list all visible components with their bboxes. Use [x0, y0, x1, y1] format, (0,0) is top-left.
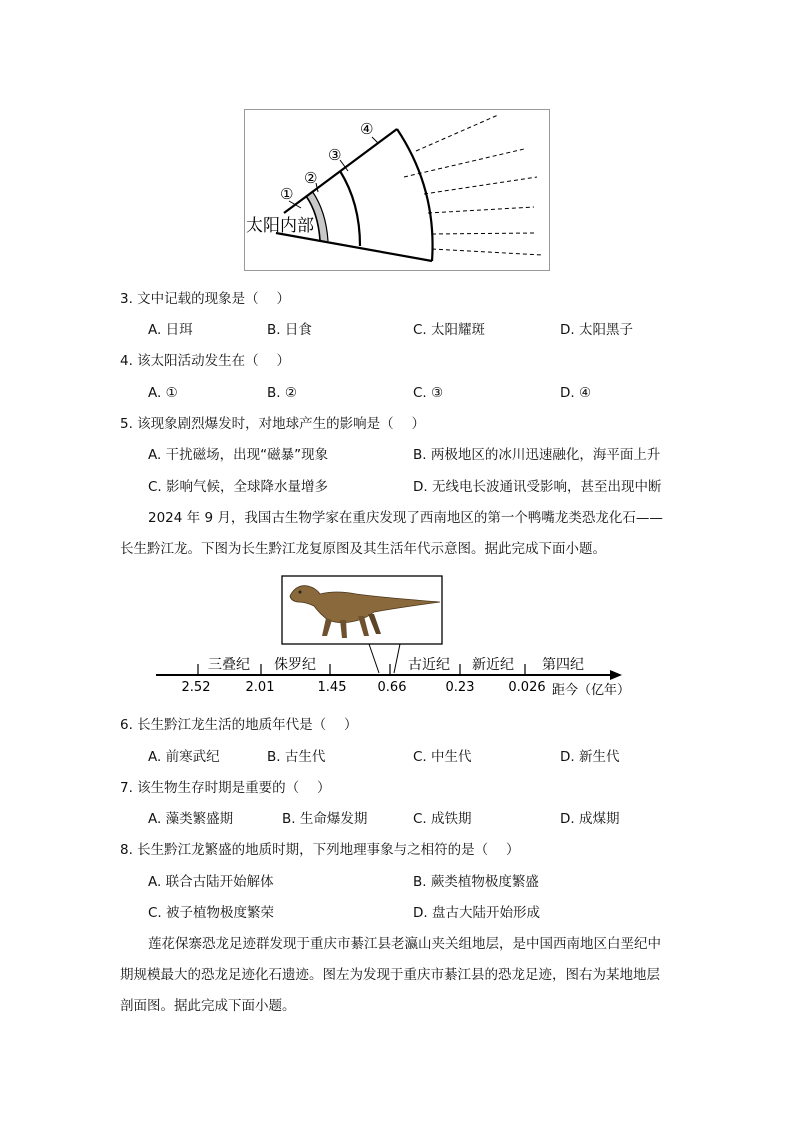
q4-option-a[interactable]: A. ①: [148, 385, 178, 401]
passage-3-line-1: 莲花保寨恐龙足迹群发现于重庆市綦江县老瀛山夹关组地层，是中国西南地区白垩纪中: [148, 936, 661, 952]
period-neogene: 新近纪: [472, 657, 514, 673]
question-5-stem: 5. 该现象剧烈爆发时，对地球产生的影响是（ ）: [120, 416, 425, 432]
passage-3-line-3: 剖面图。据此完成下面小题。: [120, 998, 296, 1014]
q7-option-d[interactable]: D. 成煤期: [560, 811, 620, 827]
period-triassic: 三叠纪: [208, 657, 250, 673]
q8-option-a[interactable]: A. 联合古陆开始解体: [148, 874, 274, 890]
q5-option-c[interactable]: C. 影响气候，全球降水量增多: [148, 479, 329, 495]
q8-option-d[interactable]: D. 盘古大陆开始形成: [413, 905, 540, 921]
timeline-arrow: [610, 670, 622, 680]
tick-2-52: 2.52: [181, 680, 211, 695]
passage-2-line-1: 2024 年 9 月，我国古生物学家在重庆发现了西南地区的第一个鸭嘴龙类恐龙化石——: [148, 510, 663, 526]
period-paleogene: 古近纪: [408, 657, 450, 673]
q3-option-a[interactable]: A. 日珥: [148, 322, 193, 338]
sun-structure-diagram: [244, 109, 550, 271]
marker-4: ④: [360, 120, 374, 138]
q4-option-b[interactable]: B. ②: [267, 385, 297, 401]
period-jurassic: 侏罗纪: [274, 657, 316, 673]
tick-0-66: 0.66: [377, 680, 407, 695]
q7-option-b[interactable]: B. 生命爆发期: [282, 811, 368, 827]
q7-option-c[interactable]: C. 成铁期: [413, 811, 472, 827]
q3-option-c[interactable]: C. 太阳耀斑: [413, 322, 486, 338]
q8-option-c[interactable]: C. 被子植物极度繁荣: [148, 905, 275, 921]
question-7-stem: 7. 该生物生存时期是重要的（ ）: [120, 780, 331, 796]
question-6-stem: 6. 长生黔江龙生活的地质年代是（ ）: [120, 717, 358, 733]
question-8-stem: 8. 长生黔江龙繁盛的地质时期，下列地理事象与之相符的是（ ）: [120, 842, 520, 858]
q8-option-b[interactable]: B. 蕨类植物极度繁盛: [413, 874, 539, 890]
tick-0-026: 0.026: [508, 680, 546, 695]
label-sun-interior: 太阳内部: [246, 216, 314, 236]
q5-option-a[interactable]: A. 干扰磁场，出现“磁暴”现象: [148, 447, 329, 463]
q3-option-d[interactable]: D. 太阳黑子: [560, 322, 633, 338]
q5-option-b[interactable]: B. 两极地区的冰川迅速融化，海平面上升: [413, 447, 661, 463]
q4-option-d[interactable]: D. ④: [560, 385, 592, 401]
marker-3: ③: [328, 146, 342, 164]
question-4-stem: 4. 该太阳活动发生在（ ）: [120, 353, 290, 369]
tick-1-45: 1.45: [317, 680, 347, 695]
period-quaternary: 第四纪: [542, 657, 584, 673]
q6-option-b[interactable]: B. 古生代: [267, 749, 326, 765]
tick-2-01: 2.01: [245, 680, 275, 695]
passage-2-line-2: 长生黔江龙。下图为长生黔江龙复原图及其生活年代示意图。据此完成下面小题。: [120, 541, 606, 557]
q6-option-c[interactable]: C. 中生代: [413, 749, 472, 765]
connector-right: [394, 644, 400, 673]
passage-3-line-2: 期规模最大的恐龙足迹化石遗迹。图左为发现于重庆市綦江县的恐龙足迹，图右为某地地层: [120, 967, 660, 983]
tick-0-23: 0.23: [445, 680, 475, 695]
q6-option-a[interactable]: A. 前寒武纪: [148, 749, 220, 765]
marker-1: ①: [280, 185, 294, 203]
q7-option-a[interactable]: A. 藻类繁盛期: [148, 811, 234, 827]
q4-option-c[interactable]: C. ③: [413, 385, 444, 401]
marker-2: ②: [304, 169, 318, 187]
connector-left: [369, 644, 379, 673]
timeline-axis-label: 距今（亿年）: [552, 683, 631, 698]
q3-option-b[interactable]: B. 日食: [267, 322, 312, 338]
question-3-stem: 3. 文中记载的现象是（ ）: [120, 291, 290, 307]
dinosaur-timeline-figure: [150, 570, 640, 702]
q5-option-d[interactable]: D. 无线电长波通讯受影响，甚至出现中断: [413, 479, 662, 495]
q6-option-d[interactable]: D. 新生代: [560, 749, 620, 765]
